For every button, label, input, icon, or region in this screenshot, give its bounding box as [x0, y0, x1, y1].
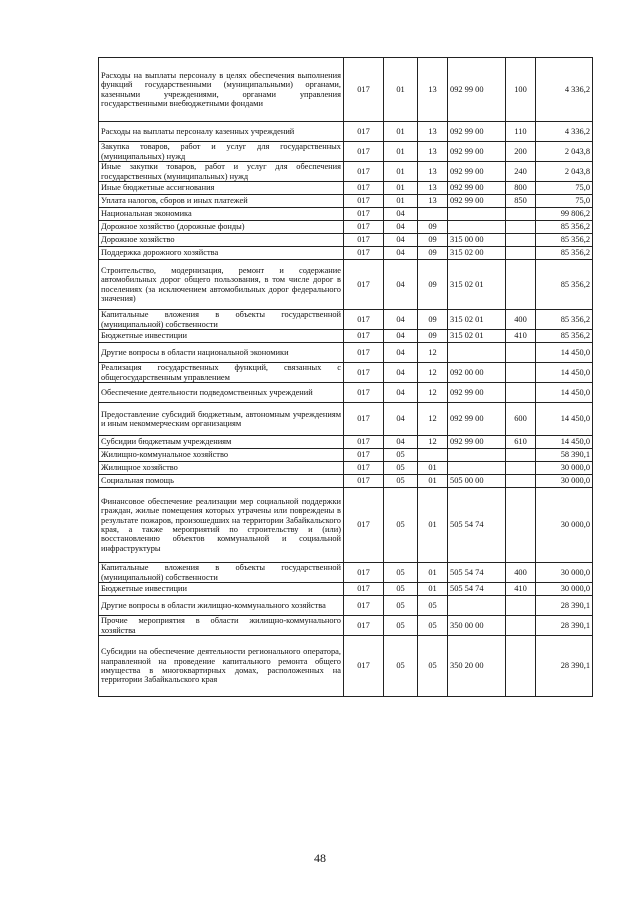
row-amount: 85 356,2: [536, 260, 593, 310]
row-section-code: 05: [384, 449, 418, 462]
row-grbs-code: 017: [344, 234, 384, 247]
budget-table: [98, 57, 593, 697]
row-subsection-code: 09: [418, 310, 448, 330]
row-expense-type: 800: [506, 182, 536, 195]
row-section-code: 01: [384, 195, 418, 208]
row-grbs-code: 017: [344, 343, 384, 363]
row-target-article: [448, 343, 506, 363]
row-subsection-code: 12: [418, 436, 448, 449]
table-row: [99, 488, 593, 563]
row-expense-type: [506, 343, 536, 363]
row-grbs-code: 017: [344, 403, 384, 436]
row-target-article: 315 02 01: [448, 260, 506, 310]
row-section-code: 04: [384, 260, 418, 310]
table-row: [99, 208, 593, 221]
row-expense-type: [506, 383, 536, 403]
row-subsection-code: 13: [418, 195, 448, 208]
row-amount: 14 450,0: [536, 363, 593, 383]
row-expense-type: [506, 475, 536, 488]
table-row: [99, 310, 593, 330]
row-target-article: 505 00 00: [448, 475, 506, 488]
row-grbs-code: 017: [344, 58, 384, 122]
row-expense-type: 240: [506, 162, 536, 182]
row-name: Бюджетные инвестиции: [99, 583, 344, 596]
row-section-code: 04: [384, 436, 418, 449]
row-subsection-code: 13: [418, 58, 448, 122]
row-section-code: 05: [384, 462, 418, 475]
table-row: [99, 247, 593, 260]
row-name: Субсидии на обеспечение деятельности регионального оператора, направленной на проведение капитального ремонта общего имущества в многоквартирных домах, расположенных на территории Забайкальского края: [99, 636, 344, 697]
row-name: Капитальные вложения в объекты государственной (муниципальной) собственности: [99, 310, 344, 330]
row-section-code: 04: [384, 363, 418, 383]
table-row: [99, 260, 593, 310]
row-amount: 75,0: [536, 182, 593, 195]
row-subsection-code: 13: [418, 122, 448, 142]
row-amount: 85 356,2: [536, 310, 593, 330]
row-amount: 30 000,0: [536, 462, 593, 475]
row-subsection-code: 12: [418, 343, 448, 363]
row-subsection-code: 12: [418, 383, 448, 403]
row-subsection-code: 09: [418, 221, 448, 234]
row-name: Расходы на выплаты персоналу в целях обеспечения выполнения функций государственными (муниципальными) органами, казенными учреждениями, органами управления государственными внебюджетными фондами: [99, 58, 344, 122]
row-subsection-code: 05: [418, 616, 448, 636]
row-amount: 2 043,8: [536, 142, 593, 162]
row-section-code: 01: [384, 58, 418, 122]
row-grbs-code: 017: [344, 260, 384, 310]
row-expense-type: 100: [506, 58, 536, 122]
row-expense-type: [506, 596, 536, 616]
row-grbs-code: 017: [344, 182, 384, 195]
row-target-article: 350 00 00: [448, 616, 506, 636]
row-expense-type: [506, 260, 536, 310]
row-expense-type: 410: [506, 583, 536, 596]
table-row: [99, 636, 593, 697]
row-section-code: 04: [384, 310, 418, 330]
row-section-code: 05: [384, 488, 418, 563]
table-row: [99, 221, 593, 234]
row-subsection-code: 01: [418, 563, 448, 583]
table-row: [99, 475, 593, 488]
row-grbs-code: 017: [344, 208, 384, 221]
row-name: Поддержка дорожного хозяйства: [99, 247, 344, 260]
row-grbs-code: 017: [344, 383, 384, 403]
row-name: Дорожное хозяйство: [99, 234, 344, 247]
row-section-code: 05: [384, 583, 418, 596]
row-grbs-code: 017: [344, 583, 384, 596]
row-target-article: 350 20 00: [448, 636, 506, 697]
table-row: [99, 596, 593, 616]
table-row: [99, 343, 593, 363]
row-expense-type: 400: [506, 563, 536, 583]
row-grbs-code: 017: [344, 636, 384, 697]
row-grbs-code: 017: [344, 310, 384, 330]
row-amount: 14 450,0: [536, 383, 593, 403]
row-grbs-code: 017: [344, 247, 384, 260]
row-name: Финансовое обеспечение реализации мер социальной поддержки граждан, жилые помещения которых утрачены или повреждены в результате пожаров, произошедших на территории Забайкальского края, а также мероприятий по строительству и (или) восстановлению объектов коммунальной и социальной инфраструктуры: [99, 488, 344, 563]
row-subsection-code: 05: [418, 596, 448, 616]
row-section-code: 04: [384, 383, 418, 403]
row-grbs-code: 017: [344, 596, 384, 616]
row-grbs-code: 017: [344, 449, 384, 462]
row-target-article: 505 54 74: [448, 583, 506, 596]
row-amount: 14 450,0: [536, 343, 593, 363]
row-section-code: 01: [384, 162, 418, 182]
row-amount: 28 390,1: [536, 596, 593, 616]
row-name: Другие вопросы в области национальной экономики: [99, 343, 344, 363]
table-row: [99, 182, 593, 195]
row-expense-type: 600: [506, 403, 536, 436]
row-name: Субсидии бюджетным учреждениям: [99, 436, 344, 449]
row-expense-type: [506, 363, 536, 383]
row-name: Бюджетные инвестиции: [99, 330, 344, 343]
row-target-article: [448, 208, 506, 221]
row-target-article: 092 99 00: [448, 162, 506, 182]
row-expense-type: 850: [506, 195, 536, 208]
row-grbs-code: 017: [344, 462, 384, 475]
row-target-article: 092 99 00: [448, 142, 506, 162]
row-amount: 30 000,0: [536, 488, 593, 563]
row-section-code: 05: [384, 475, 418, 488]
row-amount: 4 336,2: [536, 58, 593, 122]
table-row: [99, 449, 593, 462]
row-name: Капитальные вложения в объекты государственной (муниципальной) собственности: [99, 563, 344, 583]
table-row: [99, 58, 593, 122]
row-amount: 4 336,2: [536, 122, 593, 142]
row-target-article: 092 99 00: [448, 436, 506, 449]
row-expense-type: 400: [506, 310, 536, 330]
row-target-article: 092 99 00: [448, 58, 506, 122]
row-amount: 58 390,1: [536, 449, 593, 462]
table-row: [99, 234, 593, 247]
row-amount: 85 356,2: [536, 330, 593, 343]
row-name: Национальная экономика: [99, 208, 344, 221]
row-amount: 28 390,1: [536, 636, 593, 697]
page-number: 48: [314, 851, 326, 865]
row-grbs-code: 017: [344, 162, 384, 182]
row-target-article: 092 99 00: [448, 195, 506, 208]
row-target-article: 092 00 00: [448, 363, 506, 383]
row-subsection-code: 05: [418, 636, 448, 697]
row-section-code: 04: [384, 403, 418, 436]
row-expense-type: [506, 234, 536, 247]
row-section-code: 01: [384, 122, 418, 142]
row-name: Уплата налогов, сборов и иных платежей: [99, 195, 344, 208]
row-subsection-code: 01: [418, 475, 448, 488]
row-amount: 14 450,0: [536, 436, 593, 449]
budget-table-body: [99, 58, 593, 697]
row-amount: 75,0: [536, 195, 593, 208]
row-section-code: 05: [384, 563, 418, 583]
row-subsection-code: 01: [418, 462, 448, 475]
row-section-code: 01: [384, 142, 418, 162]
row-expense-type: [506, 616, 536, 636]
row-target-article: 092 99 00: [448, 122, 506, 142]
row-subsection-code: 09: [418, 260, 448, 310]
row-section-code: 05: [384, 616, 418, 636]
row-name: Другие вопросы в области жилищно-коммунального хозяйства: [99, 596, 344, 616]
row-target-article: [448, 596, 506, 616]
row-amount: 2 043,8: [536, 162, 593, 182]
row-target-article: [448, 221, 506, 234]
row-section-code: 04: [384, 221, 418, 234]
row-subsection-code: 09: [418, 247, 448, 260]
row-expense-type: 610: [506, 436, 536, 449]
row-grbs-code: 017: [344, 363, 384, 383]
row-subsection-code: 13: [418, 142, 448, 162]
row-section-code: 04: [384, 208, 418, 221]
row-name: Расходы на выплаты персоналу казенных учреждений: [99, 122, 344, 142]
row-section-code: 05: [384, 596, 418, 616]
row-subsection-code: [418, 208, 448, 221]
row-grbs-code: 017: [344, 436, 384, 449]
table-row: [99, 122, 593, 142]
row-name: Жилищное хозяйство: [99, 462, 344, 475]
row-grbs-code: 017: [344, 195, 384, 208]
row-subsection-code: 12: [418, 363, 448, 383]
table-row: [99, 403, 593, 436]
row-subsection-code: 09: [418, 330, 448, 343]
row-target-article: [448, 462, 506, 475]
row-grbs-code: 017: [344, 563, 384, 583]
table-row: [99, 462, 593, 475]
row-amount: 30 000,0: [536, 583, 593, 596]
row-expense-type: [506, 208, 536, 221]
row-target-article: 092 99 00: [448, 383, 506, 403]
row-target-article: 505 54 74: [448, 563, 506, 583]
row-amount: 14 450,0: [536, 403, 593, 436]
row-grbs-code: 017: [344, 221, 384, 234]
row-amount: 85 356,2: [536, 247, 593, 260]
row-grbs-code: 017: [344, 616, 384, 636]
row-grbs-code: 017: [344, 142, 384, 162]
row-section-code: 05: [384, 636, 418, 697]
table-row: [99, 195, 593, 208]
table-row: [99, 383, 593, 403]
row-expense-type: 110: [506, 122, 536, 142]
row-amount: 85 356,2: [536, 234, 593, 247]
row-name: Закупка товаров, работ и услуг для государственных (муниципальных) нужд: [99, 142, 344, 162]
row-target-article: 505 54 74: [448, 488, 506, 563]
row-amount: 30 000,0: [536, 475, 593, 488]
row-name: Обеспечение деятельности подведомственных учреждений: [99, 383, 344, 403]
row-grbs-code: 017: [344, 330, 384, 343]
row-target-article: 315 02 01: [448, 310, 506, 330]
table-row: [99, 162, 593, 182]
row-name: Строительство, модернизация, ремонт и содержание автомобильных дорог общего пользования, в том числе дорог в поселениях (за исключением автомобильных дорог федерального значения): [99, 260, 344, 310]
row-expense-type: [506, 462, 536, 475]
table-row: [99, 363, 593, 383]
row-target-article: 092 99 00: [448, 182, 506, 195]
row-name: Дорожное хозяйство (дорожные фонды): [99, 221, 344, 234]
row-subsection-code: [418, 449, 448, 462]
table-row: [99, 436, 593, 449]
row-grbs-code: 017: [344, 475, 384, 488]
row-section-code: 04: [384, 330, 418, 343]
row-section-code: 01: [384, 182, 418, 195]
row-subsection-code: 13: [418, 162, 448, 182]
row-section-code: 04: [384, 234, 418, 247]
row-section-code: 04: [384, 247, 418, 260]
table-row: [99, 583, 593, 596]
row-name: Жилищно-коммунальное хозяйство: [99, 449, 344, 462]
row-amount: 28 390,1: [536, 616, 593, 636]
row-expense-type: [506, 488, 536, 563]
table-row: [99, 616, 593, 636]
row-expense-type: 410: [506, 330, 536, 343]
row-name: Прочие мероприятия в области жилищно-коммунального хозяйства: [99, 616, 344, 636]
row-target-article: 315 02 00: [448, 247, 506, 260]
row-name: Реализация государственных функций, связанных с общегосударственным управлением: [99, 363, 344, 383]
row-section-code: 04: [384, 343, 418, 363]
row-target-article: 315 02 01: [448, 330, 506, 343]
row-target-article: [448, 449, 506, 462]
row-name: Предоставление субсидий бюджетным, автономным учреждениям и иным некоммерческим организациям: [99, 403, 344, 436]
row-subsection-code: 01: [418, 583, 448, 596]
row-amount: 85 356,2: [536, 221, 593, 234]
row-subsection-code: 01: [418, 488, 448, 563]
table-row: [99, 563, 593, 583]
row-subsection-code: 09: [418, 234, 448, 247]
row-expense-type: 200: [506, 142, 536, 162]
table-row: [99, 142, 593, 162]
row-expense-type: [506, 221, 536, 234]
row-name: Иные бюджетные ассигнования: [99, 182, 344, 195]
row-grbs-code: 017: [344, 488, 384, 563]
table-row: [99, 330, 593, 343]
row-grbs-code: 017: [344, 122, 384, 142]
row-amount: 30 000,0: [536, 563, 593, 583]
row-expense-type: [506, 247, 536, 260]
row-expense-type: [506, 636, 536, 697]
row-target-article: 315 00 00: [448, 234, 506, 247]
row-subsection-code: 13: [418, 182, 448, 195]
row-target-article: 092 99 00: [448, 403, 506, 436]
row-expense-type: [506, 449, 536, 462]
row-amount: 99 806,2: [536, 208, 593, 221]
row-name: Социальная помощь: [99, 475, 344, 488]
row-name: Иные закупки товаров, работ и услуг для обеспечения государственных (муниципальных) нужд: [99, 162, 344, 182]
row-subsection-code: 12: [418, 403, 448, 436]
